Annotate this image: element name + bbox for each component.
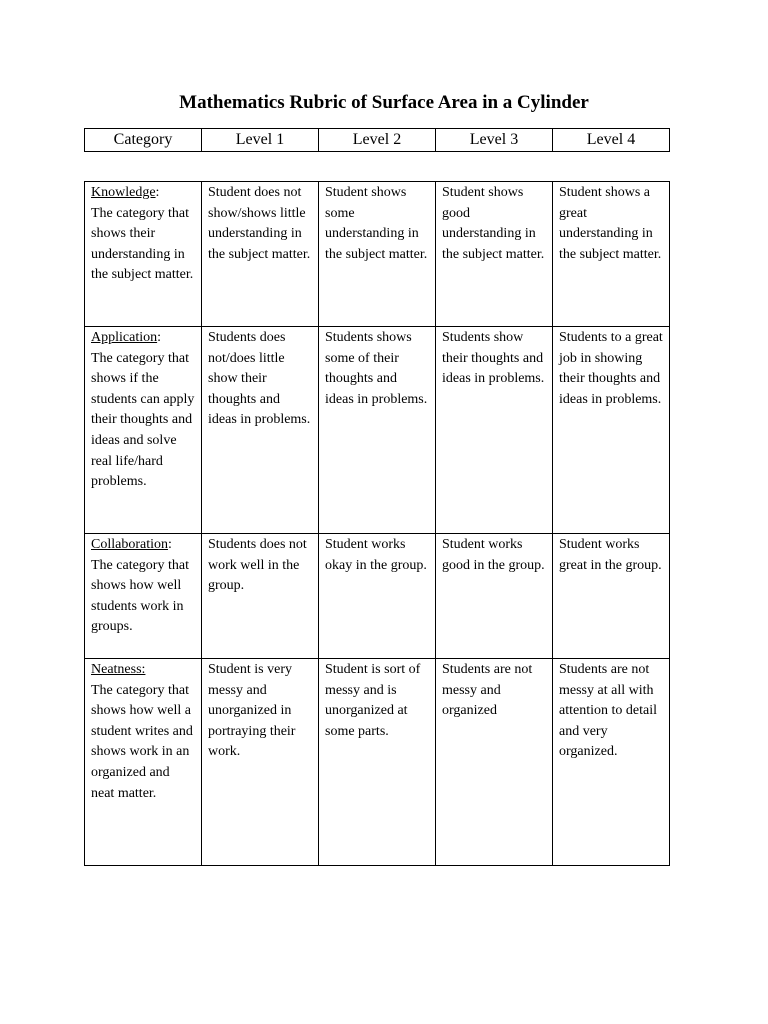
level-2-cell: Student shows some understanding in the subject matter.	[319, 182, 436, 327]
category-name: Application	[91, 330, 158, 345]
category-description: The category that shows if the students can apply their thoughts and ideas and solve real life/hard problems.	[91, 350, 195, 490]
table-row	[85, 534, 670, 659]
header-category: Category	[85, 129, 202, 152]
category-description: The category that shows their understanding in the subject matter.	[91, 205, 194, 283]
category-cell	[85, 534, 202, 659]
category-suffix: :	[168, 537, 172, 552]
level-1-cell: Student does not show/shows little understanding in the subject matter.	[202, 182, 319, 327]
category-cell	[85, 659, 202, 866]
level-4-cell: Student works great in the group.	[553, 534, 670, 659]
table-row	[85, 327, 670, 534]
category-name: Neatness:	[91, 662, 146, 677]
header-level-1: Level 1	[202, 129, 319, 152]
category-description: The category that shows how well a student writes and shows work in an organized and neat matter.	[91, 682, 193, 801]
header-level-4: Level 4	[553, 129, 670, 152]
category-cell	[85, 327, 202, 534]
level-1-cell: Student is very messy and unorganized in portraying their work.	[202, 659, 319, 866]
header-row	[85, 129, 670, 152]
level-4-cell: Student shows a great understanding in the subject matter.	[553, 182, 670, 327]
category-description: The category that shows how well students work in groups.	[91, 557, 189, 635]
category-suffix: :	[157, 330, 161, 345]
rubric-body-table	[84, 181, 670, 866]
header-level-3: Level 3	[436, 129, 553, 152]
category-name: Collaboration	[91, 537, 168, 552]
table-row	[85, 182, 670, 327]
level-3-cell: Student works good in the group.	[436, 534, 553, 659]
level-2-cell: Student is sort of messy and is unorganized at some parts.	[319, 659, 436, 866]
page-title: Mathematics Rubric of Surface Area in a Cylinder	[179, 92, 589, 113]
category-cell	[85, 182, 202, 327]
level-2-cell: Student works okay in the group.	[319, 534, 436, 659]
rubric-header-table	[84, 128, 670, 152]
category-name: Knowledge	[91, 185, 156, 200]
header-level-2: Level 2	[319, 129, 436, 152]
level-4-cell: Students are not messy at all with attention to detail and very organized.	[553, 659, 670, 866]
table-row	[85, 659, 670, 866]
level-2-cell: Students shows some of their thoughts and ideas in problems.	[319, 327, 436, 534]
category-suffix: :	[155, 185, 160, 200]
level-3-cell: Student shows good understanding in the subject matter.	[436, 182, 553, 327]
level-3-cell: Students are not messy and organized	[436, 659, 553, 866]
level-1-cell: Students does not/does little show their thoughts and ideas in problems.	[202, 327, 319, 534]
level-4-cell: Students to a great job in showing their thoughts and ideas in problems.	[553, 327, 670, 534]
level-1-cell: Students does not work well in the group.	[202, 534, 319, 659]
level-3-cell: Students show their thoughts and ideas in problems.	[436, 327, 553, 534]
